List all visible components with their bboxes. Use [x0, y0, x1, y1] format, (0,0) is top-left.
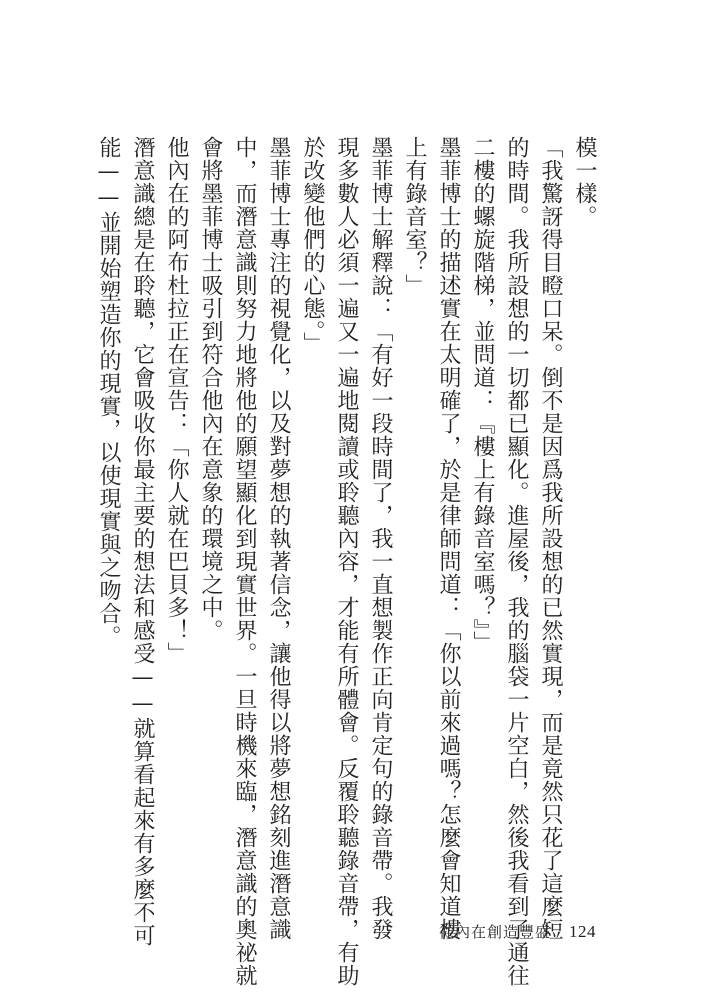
- text-column: 二樓的螺旋階梯，並問道：『樓上有錄音室嗎？』」: [470, 136, 495, 654]
- text-column: 他內在的阿布杜拉正在宣告：「你人就在巴貝多！」: [164, 136, 189, 665]
- text-column: 的時間。我所設想的一切都已顯化。進屋後，我的腦袋一片空白，然後我看到了通往: [504, 136, 529, 987]
- text-column: 潛意識總是在聆聽，它會吸收你最主要的想法和感受——就算看起來有多麼不可: [130, 136, 155, 947]
- text-column: 「我驚訝得目瞪口呆。倒不是因爲我所設想的已然實現，而是竟然只花了這麼短: [538, 136, 563, 941]
- text-column: 於改變他們的心態。」: [300, 136, 325, 355]
- running-title: 從內在創造豐盛: [439, 923, 552, 941]
- text-column: 上有錄音室？」: [402, 136, 427, 297]
- text-column: 墨菲博士的描述實在太明確了，於是律師問道：「你以前來過嗎？怎麼會知道樓: [436, 136, 461, 941]
- text-column: 能——並開始塑造你的現實，以使現實與之吻合。: [96, 136, 121, 648]
- text-column: 會將墨菲博士吸引到符合他內在意象的環境之中。: [198, 136, 223, 642]
- text-column: 墨菲博士專注的視覺化，以及對夢想的執著信念，讓他得以將夢想銘刻進潛意識: [266, 136, 291, 941]
- text-column: 中，而潛意識則努力地將他的願望顯化到現實世界。一旦時機來臨，潛意識的奧祕就: [232, 136, 257, 987]
- text-column: 墨菲博士解釋說：「有好一段時間了，我一直想製作正向肯定句的錄音帶。我發: [368, 136, 393, 941]
- page-footer: [439, 921, 596, 942]
- text-column: 現多數人必須一遍又一遍地閱讀或聆聽內容，才能有所體會。反覆聆聽錄音帶，有助: [334, 136, 359, 987]
- page-number: 124: [569, 922, 597, 941]
- text-column: 模一樣。: [572, 136, 597, 228]
